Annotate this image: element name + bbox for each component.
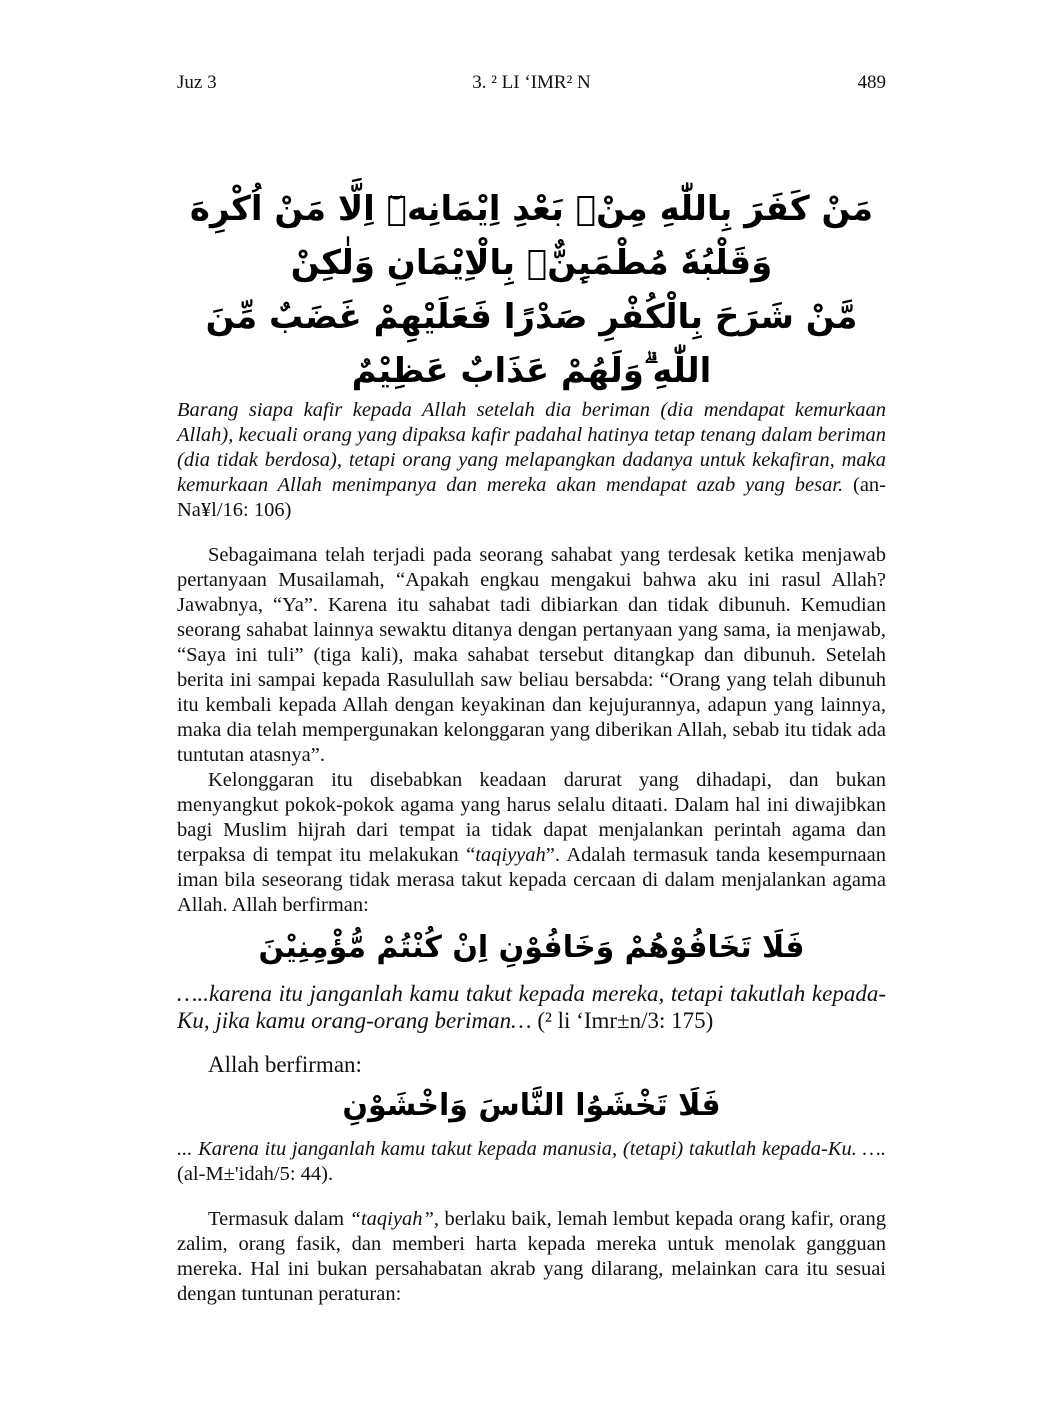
verse-reference-2: (² li ‘Imr±n/3: 175): [531, 1008, 714, 1033]
paragraph-2-text-end: ”. Adalah termasuk tanda kesempurnaan iman bila seseorang tidak merasa takut kepada cercaan di dalam menjalankan agama Allah. Allah berfirman:: [177, 844, 886, 916]
paragraph-3-text-end: berlaku baik, lemah lembut kepada orang kafir, orang zalim, orang fasik, dan memberi harta kepada mereka untuk menolak gangguan mereka. Hal ini bukan persahabatan akrab yang dilarang, melainkan cara itu sesuai dengan tuntunan peraturan:: [177, 1208, 886, 1305]
verse-translation-3: [177, 1137, 886, 1187]
translation-text-1: Barang siapa kafir kepada Allah setelah dia beriman (dia mendapat kemurkaan Allah), kecuali orang yang dipaksa kafir padahal hatinya tetap tenang dalam beriman (dia tidak berdosa), tetapi orang yang melapangkan dadanya untuk kekafiran, maka kemurkaan Allah menimpanya dan mereka akan mendapat azab yang besar.: [177, 399, 886, 496]
verse-reference-3: (al-M±'idah/5: 44).: [177, 1163, 334, 1185]
document-page: [177, 72, 886, 1307]
verse-translation-1: [177, 398, 886, 523]
paragraph-3: [177, 1207, 886, 1307]
paragraph-3-text: Termasuk dalam: [208, 1208, 350, 1230]
verse-translation-2: [177, 980, 886, 1034]
term-taqiyah: “taqiyah”,: [349, 1208, 439, 1230]
paragraph-1: Sebagaimana telah terjadi pada seorang sahabat yang terdesak ketika menjawab pertanyaan Musailamah, “Apakah engkau mengakui bahwa aku ini rasul Allah? Jawabnya, “Ya”. Karena itu sahabat tadi dibiarkan dan tidak dibunuh. Kemudian seorang sahabat lainnya sewaktu ditanya dengan pertanyaan yang sama, ia menjawab, “Saya ini tuli” (tiga kali), maka sahabat tersebut ditangkap dan dibunuh. Setelah berita ini sampai kepada Rasulullah saw beliau bersabda: “Orang yang telah dibunuh itu kembali kepada Allah dengan keyakinan dan kejujurannya, adapun yang lainnya, maka dia telah mempergunakan kelonggaran yang diberikan Allah, sebab itu tidak ada tuntutan atasnya”.: [177, 544, 886, 766]
verse-reference-1: (an-Na¥l/16: 106): [177, 474, 887, 521]
page-number: 489: [857, 72, 886, 93]
translation-text-2: …..karena itu janganlah kamu takut kepada mereka, tetapi takutlah kepada-Ku, jika kamu orang-orang beriman…: [177, 981, 886, 1033]
arabic-line-1: مَنْ كَفَرَ بِاللّٰهِ مِنْۢ بَعْدِ اِيْمَانِهٖٓ اِلَّا مَنْ اُكْرِهَ وَقَلْبُهٗ مُطْمَىِٕنٌّۢ بِالْاِيْمَانِ وَلٰكِنْ: [189, 189, 874, 283]
quran-verse-ali-imran-175: فَلَا تَخَافُوْهُمْ وَخَافُوْنِ اِنْ كُنْتُمْ مُّؤْمِنِيْنَ: [258, 930, 805, 965]
juz-label: Juz 3: [177, 72, 217, 93]
paragraph-2: [177, 768, 886, 918]
term-taqiyyah: taqiyyah: [475, 844, 546, 866]
translation-text-3: ... Karena itu janganlah kamu takut kepada manusia, (tetapi) takutlah kepada-Ku. ….: [177, 1138, 886, 1160]
arabic-line-2: مَّنْ شَرَحَ بِالْكُفْرِ صَدْرًا فَعَلَيْهِمْ غَضَبٌ مِّنَ اللّٰهِ ۗوَلَهُمْ عَذَابٌ عَظِيْمٌ: [205, 297, 858, 391]
surah-title: 3. ² LI ‘IMR² N: [472, 72, 591, 93]
quran-verse-al-maidah-44: فَلَا تَخْشَوُا النَّاسَ وَاخْشَوْنِ: [342, 1088, 721, 1123]
running-header: [177, 72, 886, 102]
paragraph-2-text: Kelonggaran itu disebabkan keadaan darurat yang dihadapi, dan bukan menyangkut pokok-pokok agama yang harus selalu ditaati. Dalam hal ini diwajibkan bagi Muslim hijrah dari tempat ia tidak dapat menjalankan perintah agama dan terpaksa di tempat itu melakukan “: [177, 769, 886, 866]
allah-berfirman-label: Allah berfirman:: [208, 1052, 362, 1077]
quran-verse-an-nahl-106: [177, 182, 886, 398]
